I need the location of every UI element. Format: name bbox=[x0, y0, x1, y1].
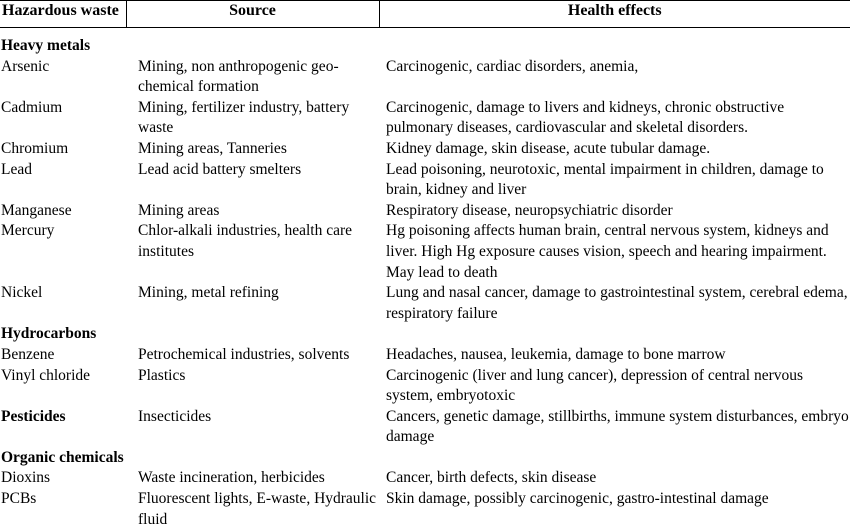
cell-health-effects bbox=[379, 28, 850, 57]
cell-hazardous-waste: Pesticides bbox=[1, 407, 66, 425]
cell-source: Lead acid battery smelters bbox=[138, 160, 302, 178]
cell-hazardous-waste: Heavy metals bbox=[1, 37, 91, 54]
cell-health-effects: Kidney damage, skin disease, acute tubular damage. bbox=[386, 139, 711, 157]
cell-hazardous-waste: Arsenic bbox=[1, 57, 50, 75]
table-row bbox=[0, 57, 850, 98]
table-body bbox=[0, 28, 850, 530]
table-group-row bbox=[0, 28, 850, 57]
table-row bbox=[0, 366, 850, 407]
cell-source: Mining, fertilizer industry, battery waste bbox=[138, 98, 350, 137]
header-source: Source bbox=[126, 0, 379, 28]
cell-hazardous-waste: Chromium bbox=[1, 139, 69, 157]
cell-source: Plastics bbox=[138, 366, 186, 384]
cell-health-effects: Carcinogenic, damage to livers and kidneys, chronic obstructive pulmonary diseases, cardiovascular and skeletal disorders. bbox=[386, 98, 785, 137]
header-health-effects: Health effects bbox=[379, 0, 850, 28]
cell-hazardous-waste: PCBs bbox=[1, 490, 37, 508]
table-row bbox=[0, 283, 850, 324]
table-row bbox=[0, 489, 850, 530]
table-row bbox=[0, 139, 850, 160]
cell-hazardous-waste: Mercury bbox=[1, 222, 55, 240]
cell-health-effects: Skin damage, possibly carcinogenic, gastro-intestinal damage bbox=[386, 490, 769, 508]
cell-source: Waste incineration, herbicides bbox=[138, 469, 325, 487]
table-row bbox=[0, 345, 850, 366]
cell-source bbox=[126, 448, 379, 469]
cell-health-effects: Carcinogenic, cardiac disorders, anemia, bbox=[386, 57, 639, 75]
cell-source: Mining areas bbox=[138, 201, 220, 219]
cell-source: Chlor-alkali industries, health care institutes bbox=[138, 222, 353, 260]
cell-hazardous-waste: Vinyl chloride bbox=[1, 366, 91, 384]
header-hazardous-waste: Hazardous waste bbox=[0, 0, 126, 28]
table-group-row bbox=[0, 407, 850, 448]
cell-source bbox=[126, 324, 379, 345]
cell-health-effects: Hg poisoning affects human brain, central nervous system, kidneys and liver. High Hg exposure causes vision, speech and hearing impairment. May lead to death bbox=[386, 222, 829, 281]
cell-source: Petrochemical industries, solvents bbox=[138, 345, 350, 363]
cell-health-effects: Cancer, birth defects, skin disease bbox=[386, 469, 597, 487]
table-group-row bbox=[0, 448, 850, 469]
cell-source: Fluorescent lights, E-waste, Hydraulic fluid bbox=[138, 490, 377, 528]
cell-health-effects: Lead poisoning, neurotoxic, mental impairment in children, damage to brain, kidney and liver bbox=[386, 160, 824, 199]
table-group-row bbox=[0, 324, 850, 345]
cell-health-effects: Lung and nasal cancer, damage to gastrointestinal system, cerebral edema, respiratory failure bbox=[386, 284, 848, 322]
cell-hazardous-waste: Dioxins bbox=[1, 469, 51, 487]
cell-source: Insecticides bbox=[138, 407, 212, 425]
cell-health-effects: Cancers, genetic damage, stillbirths, immune system disturbances, embryo damage bbox=[386, 407, 849, 446]
cell-hazardous-waste: Hydrocarbons bbox=[1, 325, 97, 343]
table-row bbox=[0, 221, 850, 283]
cell-health-effects bbox=[379, 324, 850, 345]
table-top-rule bbox=[0, 0, 850, 1]
table-row bbox=[0, 160, 850, 201]
table-row bbox=[0, 468, 850, 489]
cell-health-effects: Headaches, nausea, leukemia, damage to bone marrow bbox=[386, 345, 726, 363]
cell-source bbox=[126, 28, 379, 57]
cell-hazardous-waste: Manganese bbox=[1, 201, 72, 219]
table-row bbox=[0, 98, 850, 139]
cell-health-effects bbox=[379, 448, 850, 469]
cell-health-effects: Respiratory disease, neuropsychiatric disorder bbox=[386, 201, 673, 219]
cell-hazardous-waste: Nickel bbox=[1, 284, 43, 302]
cell-health-effects: Carcinogenic (liver and lung cancer), depression of central nervous system, embryotoxic bbox=[386, 366, 804, 405]
cell-source: Mining, metal refining bbox=[138, 284, 279, 302]
cell-source: Mining areas, Tanneries bbox=[138, 139, 287, 157]
cell-hazardous-waste: Benzene bbox=[1, 345, 55, 363]
cell-hazardous-waste: Lead bbox=[1, 160, 32, 178]
table-row bbox=[0, 201, 850, 222]
cell-hazardous-waste: Organic chemicals bbox=[1, 448, 124, 466]
cell-hazardous-waste: Cadmium bbox=[1, 98, 63, 116]
cell-source: Mining, non anthropogenic geo-chemical formation bbox=[138, 57, 339, 96]
table-header-row bbox=[0, 0, 850, 28]
